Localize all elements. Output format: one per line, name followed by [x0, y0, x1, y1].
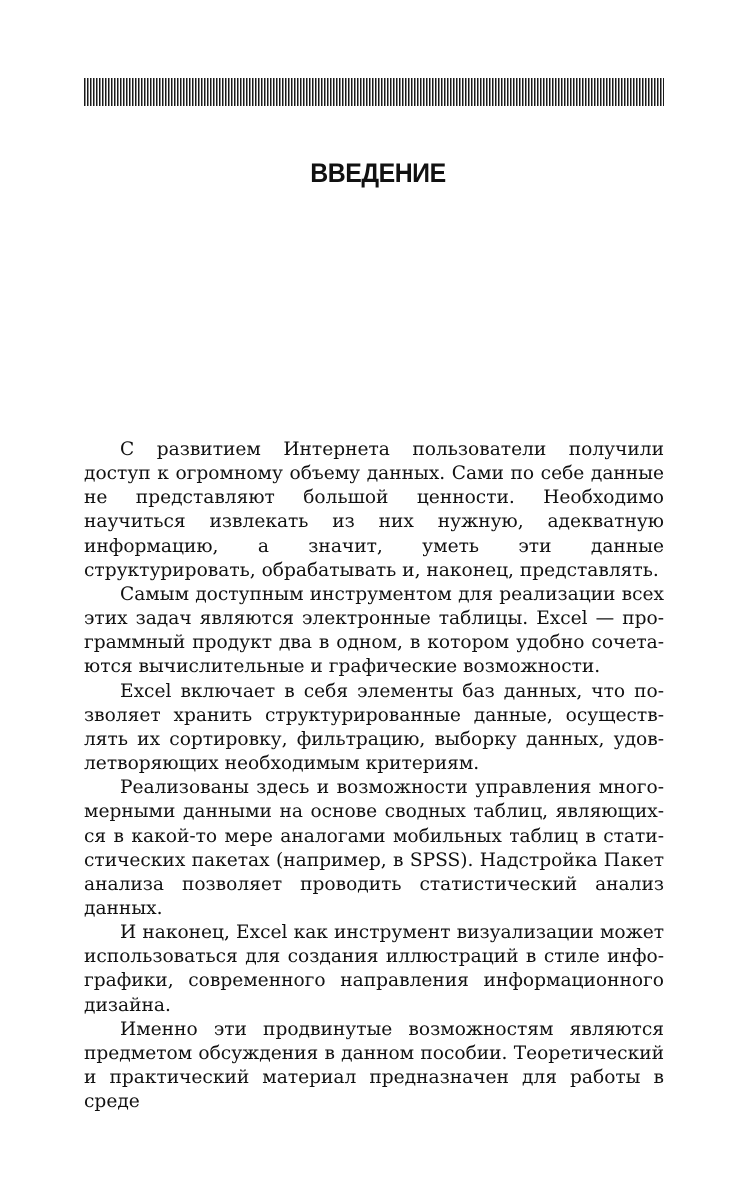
paragraph: Excel включает в себя элементы баз данных, что позволяет хранить структурированные данные, осуществлять их сортировку, фильтрацию, выборку данных, удовлетворяющих необходимым критериям.	[84, 680, 664, 775]
paragraph: Реализованы здесь и возможности управления многомерными данными на основе сводных таблиц, являющихся в какой-то мере аналогами мобильных таблиц в статистических пакетах (например, в SPSS). Надстройка Пакет анализа позволяет проводить статистический анализ данных.	[84, 777, 664, 919]
paragraph: С развитием Интернета пользователи получили доступ к огромному объему данных. Сами по себе данные не представляют большой ценности. Необходимо научиться извлекать из них нужную, адекватную информацию, а значит, уметь эти данные структурировать, обрабатывать и, наконец, представлять.	[84, 439, 664, 581]
page-title: ВВЕДЕНИЕ	[310, 158, 446, 189]
paragraph: Самым доступным инструментом для реализации всех этих задач являются электронные таблицы. Excel — программный продукт два в одном, в котором удобно сочетаются вычислительные и графические возможности.	[84, 583, 664, 678]
header-decorative-rule	[84, 78, 664, 106]
paragraph: И наконец, Excel как инструмент визуализации может использоваться для создания иллюстраций в стиле инфографики, современного направления информационного дизайна.	[84, 922, 664, 1016]
body-text	[84, 438, 664, 1114]
paragraph: Именно эти продвинутые возможностям являются предметом обсуждения в данном пособии. Теоретический и практический материал предназначен для работы в среде	[84, 1018, 664, 1113]
